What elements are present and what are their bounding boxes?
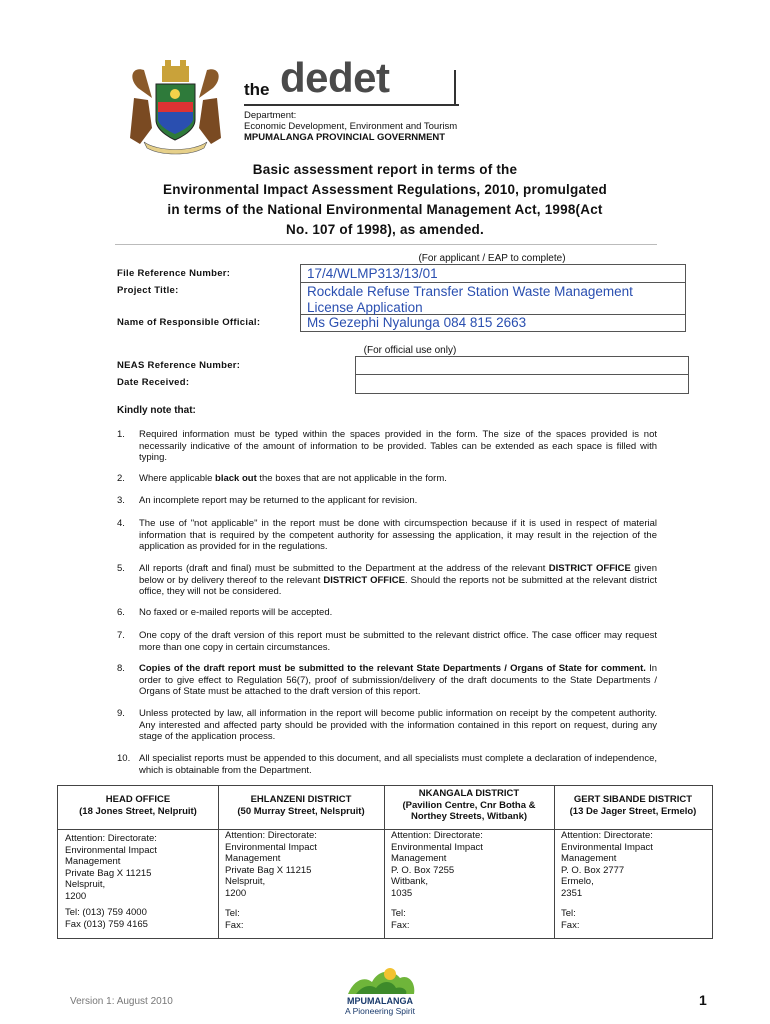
office-contact xyxy=(65,907,148,930)
item-text-part: . Should the reports not be submitted at the relevant district office, they will not be considered. xyxy=(139,574,657,597)
office-contact xyxy=(225,908,243,931)
office-street: Northey Streets, Witbank) xyxy=(410,811,528,822)
address-line: Attention: Directorate: xyxy=(225,830,317,841)
item-number: 8. xyxy=(117,663,125,674)
office-contact xyxy=(561,908,579,931)
office-header xyxy=(554,794,712,817)
address-line: Environmental Impact xyxy=(65,844,157,856)
item-text-bold: Copies of the draft report must be submitted to the relevant State Departments / Organs of State for comment. xyxy=(139,663,646,674)
office-name: NKANGALA DISTRICT xyxy=(418,788,520,799)
office-header xyxy=(58,794,218,817)
item-number: 4. xyxy=(117,518,125,529)
office-contact xyxy=(391,908,409,931)
project-title-label: Project Title: xyxy=(117,285,179,296)
address-line: 1200 xyxy=(225,887,247,899)
office-tel: Tel: xyxy=(561,908,576,919)
address-line: Attention: Directorate: xyxy=(391,830,483,841)
department-block xyxy=(244,110,484,143)
office-column-gert-sibande xyxy=(554,786,712,938)
mpumalanga-slogan: A Pioneering Spirit xyxy=(345,1006,415,1016)
office-fax: Fax: xyxy=(561,919,580,931)
office-address xyxy=(561,830,653,899)
title-line: in terms of the National Environmental Management Act, 1998(Act xyxy=(167,202,603,217)
office-name: HEAD OFFICE xyxy=(105,794,171,805)
office-street: (50 Murray Street, Nelspruit) xyxy=(237,805,365,817)
header xyxy=(118,54,463,156)
project-title-field-line2[interactable]: License Application xyxy=(307,300,423,315)
title-divider xyxy=(115,244,657,245)
official-use-note: (For official use only) xyxy=(363,345,457,356)
office-header xyxy=(384,788,554,823)
office-column-ehlanzeni xyxy=(218,786,384,938)
item-number: 3. xyxy=(117,495,125,506)
government-name: MPUMALANGA PROVINCIAL GOVERNMENT xyxy=(244,132,446,143)
office-name: GERT SIBANDE DISTRICT xyxy=(573,794,693,805)
kindly-note-heading: Kindly note that: xyxy=(117,405,196,416)
item-text-bold: black out xyxy=(215,473,257,484)
item-text: No faxed or e-mailed reports will be accepted. xyxy=(139,607,333,618)
page-number: 1 xyxy=(699,992,707,1008)
office-address xyxy=(391,830,483,899)
project-title-field-line1[interactable]: Rockdale Refuse Transfer Station Waste Management xyxy=(307,284,633,299)
office-column-nkangala xyxy=(384,786,554,938)
item-text: An incomplete report may be returned to the applicant for revision. xyxy=(139,495,418,506)
address-line: 1200 xyxy=(65,890,87,902)
address-line: Environmental Impact xyxy=(391,841,483,853)
address-line: P. O. Box 2777 xyxy=(561,864,625,876)
neas-label: NEAS Reference Number: xyxy=(117,360,241,371)
item-text-part: the boxes that are not applicable in the form. xyxy=(256,473,447,484)
office-street: (Pavilion Centre, Cnr Botha & xyxy=(402,799,536,811)
address-line: Witbank, xyxy=(391,876,428,887)
field-divider xyxy=(301,282,685,283)
official-field[interactable]: Ms Gezephi Nyalunga 084 815 2663 xyxy=(307,315,527,330)
applicant-fields xyxy=(300,264,686,332)
item-text: One copy of the draft version of this report must be submitted to the relevant district office. The case officer may request more than one copy in certain circumstances. xyxy=(139,630,657,653)
brand-rule xyxy=(244,104,459,106)
brand-name: dedet xyxy=(280,54,390,101)
office-tel: Tel: xyxy=(225,908,240,919)
address-line: Attention: Directorate: xyxy=(561,830,653,841)
office-tel: Tel: (013) 759 4000 xyxy=(65,907,147,918)
office-fax: Fax (013) 759 4165 xyxy=(65,918,148,930)
address-line: Management xyxy=(391,853,447,864)
address-line: Private Bag X 11215 xyxy=(65,867,152,879)
address-line: Nelspruit, xyxy=(225,876,266,887)
address-line: Nelspruit, xyxy=(65,879,106,890)
item-number: 10. xyxy=(117,753,131,764)
item-number: 6. xyxy=(117,607,125,618)
file-ref-label: File Reference Number: xyxy=(117,268,231,279)
item-number: 9. xyxy=(117,708,125,719)
item-text-bold: DISTRICT OFFICE xyxy=(548,563,631,574)
version-label: Version 1: August 2010 xyxy=(70,996,173,1007)
item-text xyxy=(139,663,657,698)
department-name: Economic Development, Environment and Tourism xyxy=(244,121,458,132)
official-use-box xyxy=(355,356,689,394)
item-text: Unless protected by law, all information in the report will become public information on receipt by the competent authority. Any interested and affected party should be provided with the information contained in this report on request, during any stage of the application process. xyxy=(139,708,657,742)
item-text: The use of "not applicable" in the report must be done with circumspection because if it is used in respect of material information that is required by the competent authority for assessing the application, it may result in the rejection of the application as provided for in the regulations. xyxy=(139,518,657,552)
office-tel: Tel: xyxy=(391,908,406,919)
item-number: 7. xyxy=(117,630,125,641)
office-fax: Fax: xyxy=(225,919,244,931)
item-text-part: given below or by delivery thereof to the relevant xyxy=(139,563,657,586)
address-line: Ermelo, xyxy=(561,876,594,887)
brand-divider xyxy=(454,70,456,106)
title-line: Basic assessment report in terms of the xyxy=(252,162,518,177)
title-line: No. 107 of 1998), as amended. xyxy=(286,222,484,237)
address-line: Management xyxy=(561,853,617,864)
office-street: (18 Jones Street, Nelpruit) xyxy=(79,805,197,817)
address-line: 1035 xyxy=(391,887,413,899)
field-divider xyxy=(356,374,688,375)
address-line: Attention: Directorate: xyxy=(65,833,157,844)
official-label: Name of Responsible Official: xyxy=(117,317,261,328)
document-title xyxy=(110,160,660,240)
item-number: 5. xyxy=(117,563,125,574)
address-line: Management xyxy=(65,856,121,867)
office-header xyxy=(218,794,384,817)
office-column-head-office xyxy=(58,786,218,938)
district-offices-table xyxy=(57,785,713,939)
date-received-label: Date Received: xyxy=(117,377,190,388)
mpumalanga-name: MPUMALANGA xyxy=(347,996,413,1006)
item-text-part: Where applicable xyxy=(139,473,216,484)
item-text-part: In order to give effect to Regulation 56(7), proof of submission/delivery of the draft documents to the State Departments / Organs of State must be attached to the draft version of this report. xyxy=(139,663,658,697)
item-text-bold: DISTRICT OFFICE xyxy=(323,574,405,586)
address-line: Private Bag X 11215 xyxy=(225,864,312,876)
address-line: Environmental Impact xyxy=(561,841,653,853)
item-text-part: All reports (draft and final) must be submitted to the Department at the address of the relevant xyxy=(139,563,549,574)
address-line: 2351 xyxy=(561,887,583,899)
title-line: Environmental Impact Assessment Regulations, 2010, promulgated xyxy=(162,182,608,197)
address-line: Environmental Impact xyxy=(225,841,317,853)
office-fax: Fax: xyxy=(391,919,410,931)
address-line: Management xyxy=(225,853,281,864)
department-label: Department: xyxy=(244,110,297,121)
item-number: 1. xyxy=(117,429,125,440)
item-text xyxy=(139,563,657,598)
item-text xyxy=(139,473,657,485)
applicant-note: (For applicant / EAP to complete) xyxy=(418,253,566,264)
item-text: All specialist reports must be appended to this document, and all specialists must complete a declaration of independence, which is obtainable from the Department. xyxy=(139,753,657,776)
office-address xyxy=(65,833,157,902)
brand-the: the xyxy=(244,80,270,99)
office-address xyxy=(225,830,317,899)
coat-of-arms-icon xyxy=(118,58,233,156)
office-street: (13 De Jager Street, Ermelo) xyxy=(569,805,697,817)
item-text: Required information must be typed within the spaces provided in the form. The size of the spaces provided is not necessarily indicative of the amount of information to be provided. Tables can be extended as each space is filled with typing. xyxy=(139,429,657,463)
item-number: 2. xyxy=(117,473,125,484)
address-line: P. O. Box 7255 xyxy=(391,864,455,876)
file-ref-field[interactable]: 17/4/WLMP313/13/01 xyxy=(307,266,438,281)
office-name: EHLANZENI DISTRICT xyxy=(250,794,352,805)
